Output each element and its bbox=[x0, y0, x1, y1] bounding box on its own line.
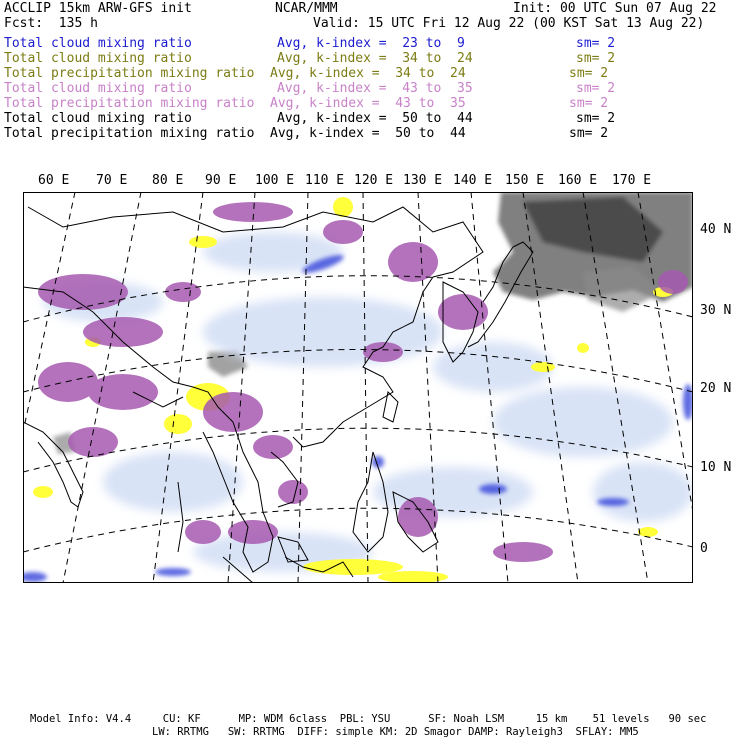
legend-sm: sm= 2 bbox=[576, 111, 616, 126]
lon-label: 150 E bbox=[505, 173, 545, 188]
lon-label: 60 E bbox=[38, 173, 70, 188]
lon-label: 170 E bbox=[612, 173, 652, 188]
legend-field: Total cloud mixing ratio bbox=[4, 36, 192, 51]
forecast-hour: Fcst: 135 h bbox=[4, 16, 98, 31]
valid-time: Valid: 15 UTC Fri 12 Aug 22 (00 KST Sat 13 Aug 22) bbox=[313, 16, 705, 31]
legend-field: Total precipitation mixing ratio bbox=[4, 96, 255, 111]
lon-label: 100 E bbox=[255, 173, 295, 188]
lon-label: 160 E bbox=[558, 173, 598, 188]
legend-sm: sm= 2 bbox=[569, 66, 609, 81]
lon-label: 120 E bbox=[354, 173, 394, 188]
legend-field: Total cloud mixing ratio bbox=[4, 111, 192, 126]
lon-label: 130 E bbox=[403, 173, 443, 188]
lon-label: 140 E bbox=[453, 173, 493, 188]
legend-avg: Avg, k-index = 50 to 44 bbox=[270, 126, 466, 141]
lon-label: 90 E bbox=[205, 173, 237, 188]
legend-avg: Avg, k-index = 43 to 35 bbox=[270, 96, 466, 111]
legend-sm: sm= 2 bbox=[569, 126, 609, 141]
legend-sm: sm= 2 bbox=[576, 36, 616, 51]
org-label: NCAR/MMM bbox=[275, 1, 338, 16]
lon-label: 80 E bbox=[152, 173, 184, 188]
legend-field: Total precipitation mixing ratio bbox=[4, 126, 255, 141]
lat-label: 0 bbox=[700, 541, 708, 556]
forecast-map bbox=[23, 192, 693, 583]
lat-label: 30 N bbox=[700, 303, 732, 318]
legend-avg: Avg, k-index = 43 to 35 bbox=[277, 81, 473, 96]
legend-field: Total precipitation mixing ratio bbox=[4, 66, 255, 81]
legend-field: Total cloud mixing ratio bbox=[4, 51, 192, 66]
legend-avg: Avg, k-index = 23 to 9 bbox=[277, 36, 465, 51]
legend-avg: Avg, k-index = 50 to 44 bbox=[277, 111, 473, 126]
legend-avg: Avg, k-index = 34 to 24 bbox=[270, 66, 466, 81]
legend-sm: sm= 2 bbox=[576, 51, 616, 66]
lat-label: 20 N bbox=[700, 381, 732, 396]
legend-sm: sm= 2 bbox=[569, 96, 609, 111]
lon-label: 70 E bbox=[96, 173, 128, 188]
legend-sm: sm= 2 bbox=[576, 81, 616, 96]
lon-label: 110 E bbox=[305, 173, 345, 188]
legend-avg: Avg, k-index = 34 to 24 bbox=[277, 51, 473, 66]
model-title: ACCLIP 15km ARW-GFS init bbox=[4, 1, 192, 16]
init-time: Init: 00 UTC Sun 07 Aug 22 bbox=[513, 1, 717, 16]
legend-field: Total cloud mixing ratio bbox=[4, 81, 192, 96]
lat-label: 40 N bbox=[700, 222, 732, 237]
model-info-line1: Model Info: V4.4 CU: KF MP: WDM 6class PBL: YSU SF: Noah LSM 15 km 51 levels 90 sec bbox=[30, 713, 707, 725]
model-info-line2: LW: RRTMG SW: RRTMG DIFF: simple KM: 2D Smagor DAMP: Rayleigh3 SFLAY: MM5 bbox=[152, 726, 639, 738]
lat-label: 10 N bbox=[700, 460, 732, 475]
